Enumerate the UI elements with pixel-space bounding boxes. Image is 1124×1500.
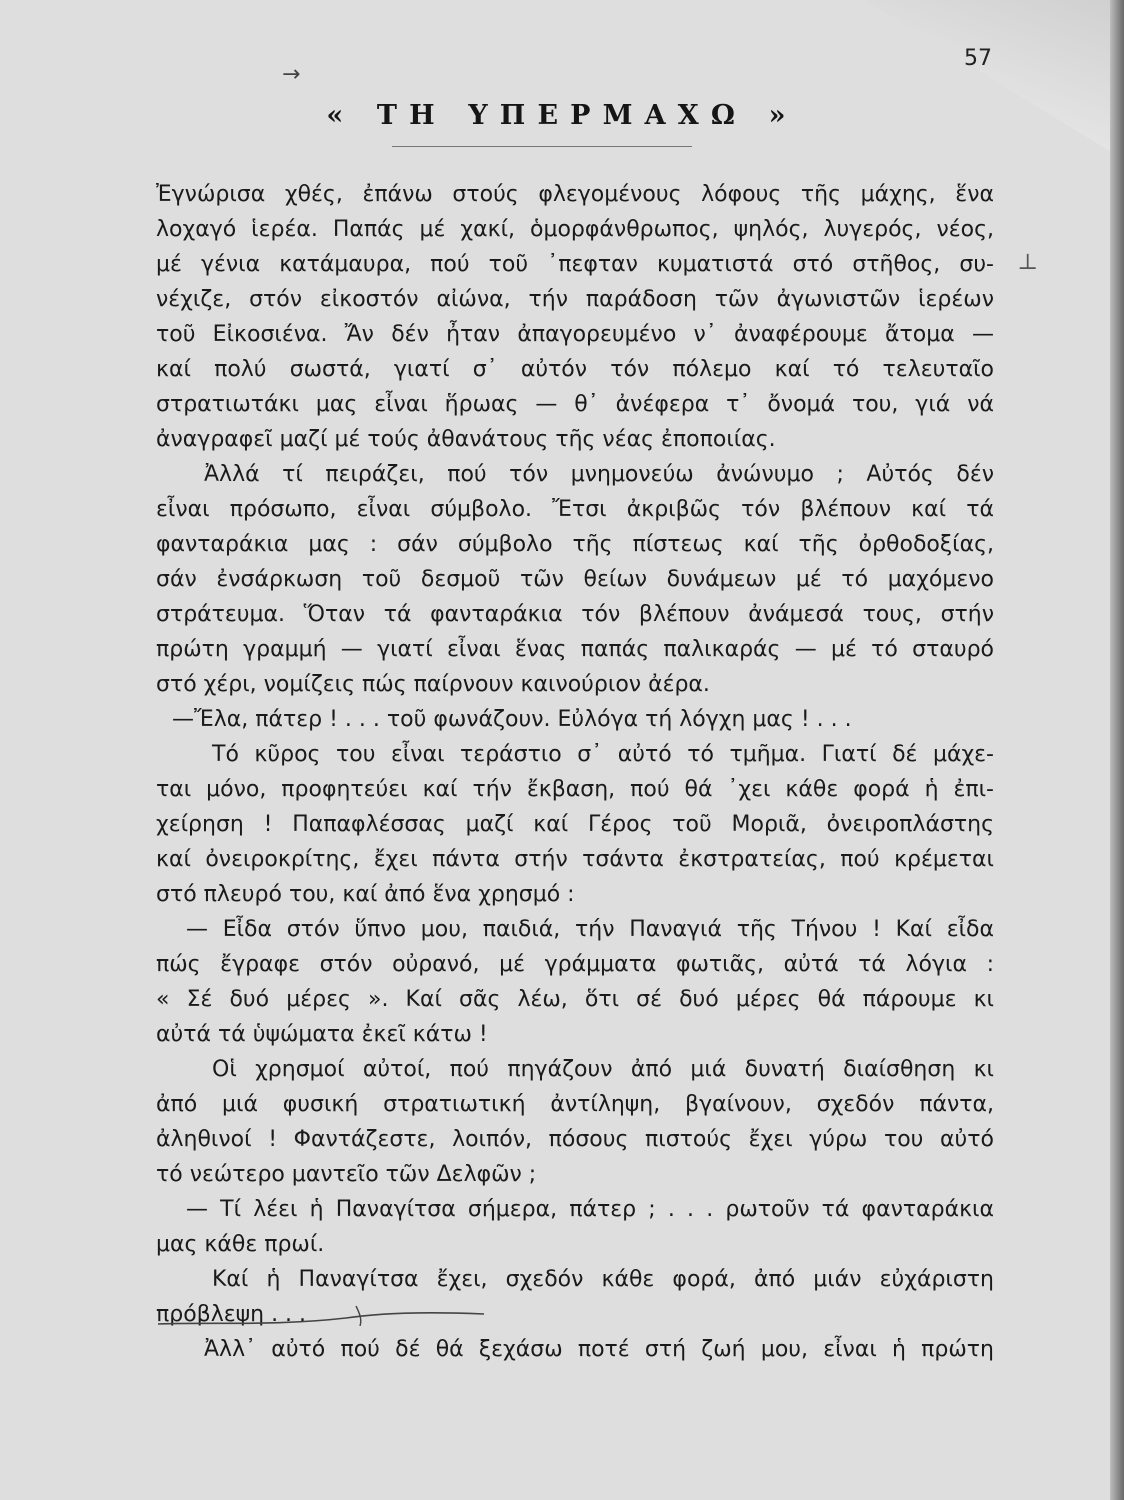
text-line: αὐτά τά ὑψώματα ἐκεῖ κάτω !	[156, 1022, 488, 1047]
margin-pen-mark: ⊥	[1017, 250, 1038, 275]
text-line: νέχιζε, στόν εἰκοστόν αἰώνα, τήν παράδοση τῶν ἀγωνιστῶν ἱερέων	[156, 287, 994, 312]
text-line: καί πολύ σωστά, γιατί σ᾽ αὐτόν τόν πόλεμο καί τό τελευταῖο	[156, 357, 994, 382]
dialogue-line: — Τί λέει ἡ Παναγίτσα σήμερα, πάτερ ; . . . ρωτοῦν τά φανταράκια	[186, 1197, 994, 1222]
text-line: μας κάθε πρωί.	[156, 1232, 325, 1257]
text-line: πρόβλεψη . . .	[156, 1302, 307, 1327]
chapter-title: « ΤΗ ΥΠΕΡΜΑΧΩ »	[326, 100, 798, 131]
pen-underline-mark	[156, 1304, 486, 1326]
text-line: χείρηση ! Παπαφλέσσας μαζί καί Γέρος τοῦ Μοριᾶ, ὀνειροπλάστης	[156, 812, 994, 837]
dialogue-line: — Εἶδα στόν ὕπνο μου, παιδιά, τήν Παναγιά τῆς Τήνου ! Καί εἶδα	[186, 917, 994, 942]
text-line: φανταράκια μας : σάν σύμβολο τῆς πίστεως καί τῆς ὀρθοδοξίας,	[156, 532, 994, 557]
paragraph-start-line: Καί ἡ Παναγίτσα ἔχει, σχεδόν κάθε φορά, ἀπό μιάν εὐχάριστη	[212, 1267, 994, 1292]
paragraph-start-line: Τό κῦρος του εἶναι τεράστιο σ᾽ αὐτό τό τμῆμα. Γιατί δέ μάχε-	[212, 742, 994, 767]
text-line: λοχαγό ἱερέα. Παπάς μέ χακί, ὁμορφάνθρωπος, ψηλός, λυγερός, νέος,	[156, 217, 994, 242]
text-line: πρώτη γραμμή — γιατί εἶναι ἕνας παπάς παλικαράς — μέ τό σταυρό	[156, 637, 994, 662]
paragraph-start-line: Οἱ χρησμοί αὐτοί, πού πηγάζουν ἀπό μιά δυνατή διαίσθηση κι	[212, 1057, 994, 1082]
text-line: στράτευμα. Ὅταν τά φανταράκια τόν βλέπουν ἀνάμεσά τους, στήν	[156, 602, 994, 627]
text-line: στρατιωτάκι μας εἶναι ἥρωας — θ᾽ ἀνέφερα τ᾽ ὄνομά του, γιά νά	[156, 392, 994, 417]
text-line: καί ὀνειροκρίτης, ἔχει πάντα στήν τσάντα ἐκστρατείας, πού κρέμεται	[156, 847, 994, 872]
folded-corner	[864, 0, 1124, 160]
page-number: 57	[964, 46, 992, 71]
text-line: πώς ἔγραφε στόν οὐρανό, μέ γράμματα φωτιᾶς, αὐτά τά λόγια :	[156, 952, 994, 977]
pen-mark-arrow: →	[282, 62, 301, 87]
text-line: στό πλευρό του, καί ἀπό ἕνα χρησμό :	[156, 882, 575, 907]
text-line: ται μόνο, προφητεύει καί τήν ἔκβαση, πού θά ᾽χει κάθε φορά ἡ ἐπι-	[156, 777, 994, 802]
title-underline	[392, 146, 692, 147]
text-line: τοῦ Εἰκοσιένα. Ἄν δέν ἦταν ἀπαγορευμένο ν᾽ ἀναφέρουμε ἄτομα —	[156, 322, 994, 347]
text-line: μέ γένια κατάμαυρα, πού τοῦ ᾽πεφταν κυματιστά στό στῆθος, συ-	[156, 252, 994, 277]
dialogue-line: —Ἔλα, πάτερ ! . . . τοῦ φωνάζουν. Εὐλόγα τή λόγχη μας ! . . .	[172, 707, 852, 732]
paragraph-start-line: Ἀλλά τί πειράζει, πού τόν μνημονεύω ἀνώνυμο ; Αὐτός δέν	[204, 462, 994, 487]
text-line: εἶναι πρόσωπο, εἶναι σύμβολο. Ἔτσι ἀκριβῶς τόν βλέπουν καί τά	[156, 497, 994, 522]
paragraph-start-line: Ἀλλ᾽ αὐτό πού δέ θά ξεχάσω ποτέ στή ζωή μου, εἶναι ἡ πρώτη	[204, 1337, 994, 1362]
text-line: ἀναγραφεῖ μαζί μέ τούς ἀθανάτους τῆς νέας ἐποποιίας.	[156, 427, 776, 452]
text-line: ἀληθινοί ! Φαντάζεστε, λοιπόν, πόσους πιστούς ἔχει γύρω του αὐτό	[156, 1127, 994, 1152]
text-line: Ἐγνώρισα χθές, ἐπάνω στούς φλεγομένους λόφους τῆς μάχης, ἕνα	[156, 182, 994, 207]
text-line: τό νεώτερο μαντεῖο τῶν Δελφῶν ;	[156, 1162, 537, 1187]
text-line: « Σέ δυό μέρες ». Καί σᾶς λέω, ὅτι σέ δυό μέρες θά πάρουμε κι	[156, 987, 994, 1012]
text-line: σάν ἐνσάρκωση τοῦ δεσμοῦ τῶν θείων δυνάμεων μέ τό μαχόμενο	[156, 567, 994, 592]
text-line: ἀπό μιά φυσική στρατιωτική ἀντίληψη, βγαίνουν, σχεδόν πάντα,	[156, 1092, 994, 1117]
text-line: στό χέρι, νομίζεις πώς παίρνουν καινούριον ἀέρα.	[156, 672, 710, 697]
